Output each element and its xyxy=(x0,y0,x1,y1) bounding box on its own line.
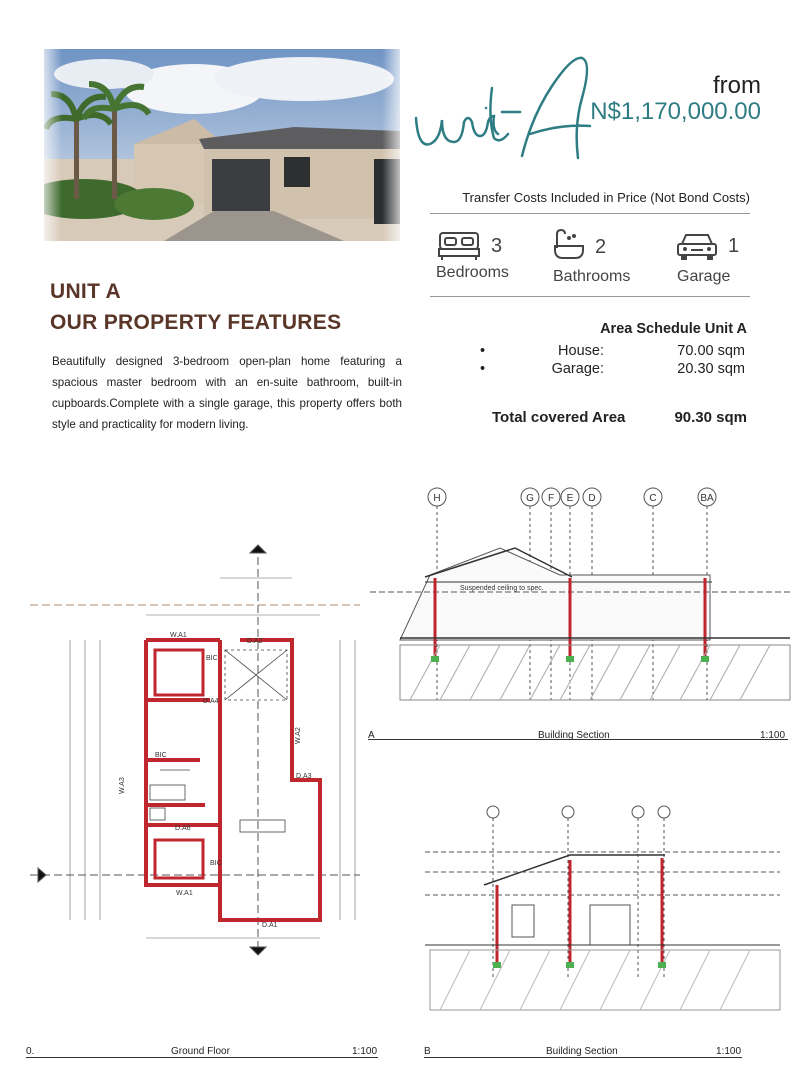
grid-label: C xyxy=(649,493,657,504)
grid-label: BA xyxy=(700,493,714,504)
grid-label: H xyxy=(433,493,441,504)
plan-label: BIC xyxy=(155,752,167,759)
plan-label: BIC xyxy=(210,860,222,867)
bathtub-icon xyxy=(553,228,585,262)
section-note: Suspended ceiling to spec. xyxy=(460,585,544,592)
architectural-drawings xyxy=(0,470,801,1070)
section-b-letter: B xyxy=(424,1046,431,1057)
price-amount: N$1,170,000.00 xyxy=(590,98,761,125)
garage-count: 1 xyxy=(728,235,740,257)
section-b-title: Building Section xyxy=(546,1046,618,1057)
plan-label: D.A1 xyxy=(262,922,278,929)
property-description: Beautifully designed 3-bedroom open-plan home featuring a spacious master bedroom with an en-suite bathroom, built-in cupboards.Complete with a single garage, this property offers both style and practicality for modern living. xyxy=(52,355,402,431)
area-schedule-title: Area Schedule Unit A xyxy=(600,321,747,337)
transfer-note: Transfer Costs Included in Price (Not Bond Costs) xyxy=(462,190,750,205)
unit-script-text: unit A xyxy=(410,48,413,49)
grid-label: G xyxy=(526,493,534,504)
caption-rule-b xyxy=(424,1057,742,1058)
divider-bottom xyxy=(430,296,750,297)
schedule-row-garage: • Garage: 20.30 sqm xyxy=(480,361,745,377)
section-a-letter: A xyxy=(368,730,375,741)
ground-floor-plan xyxy=(30,545,360,955)
section-b-drawing xyxy=(425,806,780,1010)
total-value: 90.30 sqm xyxy=(674,409,747,426)
plan-label: D.A4 xyxy=(203,698,219,705)
bathrooms-label: Bathrooms xyxy=(553,268,631,285)
feature-bedrooms xyxy=(436,228,546,288)
price-prefix: from xyxy=(713,72,761,99)
bathrooms-count: 2 xyxy=(595,236,607,258)
plan-label: W.A1 xyxy=(170,632,187,639)
features-heading: OUR PROPERTY FEATURES xyxy=(50,311,342,334)
ground-floor-letter: 0. xyxy=(26,1046,35,1057)
plan-label: W.A2 xyxy=(295,727,302,744)
ground-floor-title: Ground Floor xyxy=(171,1046,230,1057)
total-label: Total covered Area xyxy=(492,409,626,426)
caption-rule-floor xyxy=(26,1057,378,1058)
bedrooms-count: 3 xyxy=(491,235,503,257)
section-a-scale: 1:100 xyxy=(760,730,786,741)
ground-floor-scale: 1:100 xyxy=(352,1046,378,1057)
plan-label: D.A2 xyxy=(247,638,263,645)
feature-garage xyxy=(676,228,746,288)
feature-bathrooms xyxy=(553,228,643,288)
section-b-scale: 1:100 xyxy=(716,1046,742,1057)
grid-label: E xyxy=(566,493,574,504)
divider-top xyxy=(430,213,750,214)
schedule-name: House: xyxy=(558,343,604,359)
schedule-row-house: • House: 70.00 sqm xyxy=(480,343,745,359)
grid-label: F xyxy=(547,493,555,504)
schedule-value: 70.00 sqm xyxy=(677,343,745,359)
schedule-value: 20.30 sqm xyxy=(677,361,745,377)
total-area xyxy=(492,409,747,426)
plan-label: W.A1 xyxy=(176,890,193,897)
bed-icon xyxy=(438,231,480,261)
plan-label: BIC xyxy=(206,655,218,662)
bedrooms-label: Bedrooms xyxy=(436,264,509,281)
schedule-name: Garage: xyxy=(551,361,604,377)
unit-heading: UNIT A xyxy=(50,280,122,303)
property-photo xyxy=(44,49,400,241)
plan-label: D.A6 xyxy=(175,825,191,832)
plan-label: W.A3 xyxy=(119,777,126,794)
unit-script-title xyxy=(410,48,610,180)
garage-label: Garage xyxy=(677,268,731,285)
section-a-title: Building Section xyxy=(538,730,610,741)
grid-label: D xyxy=(588,493,596,504)
plan-label: D.A3 xyxy=(296,773,312,780)
car-icon xyxy=(676,232,718,262)
